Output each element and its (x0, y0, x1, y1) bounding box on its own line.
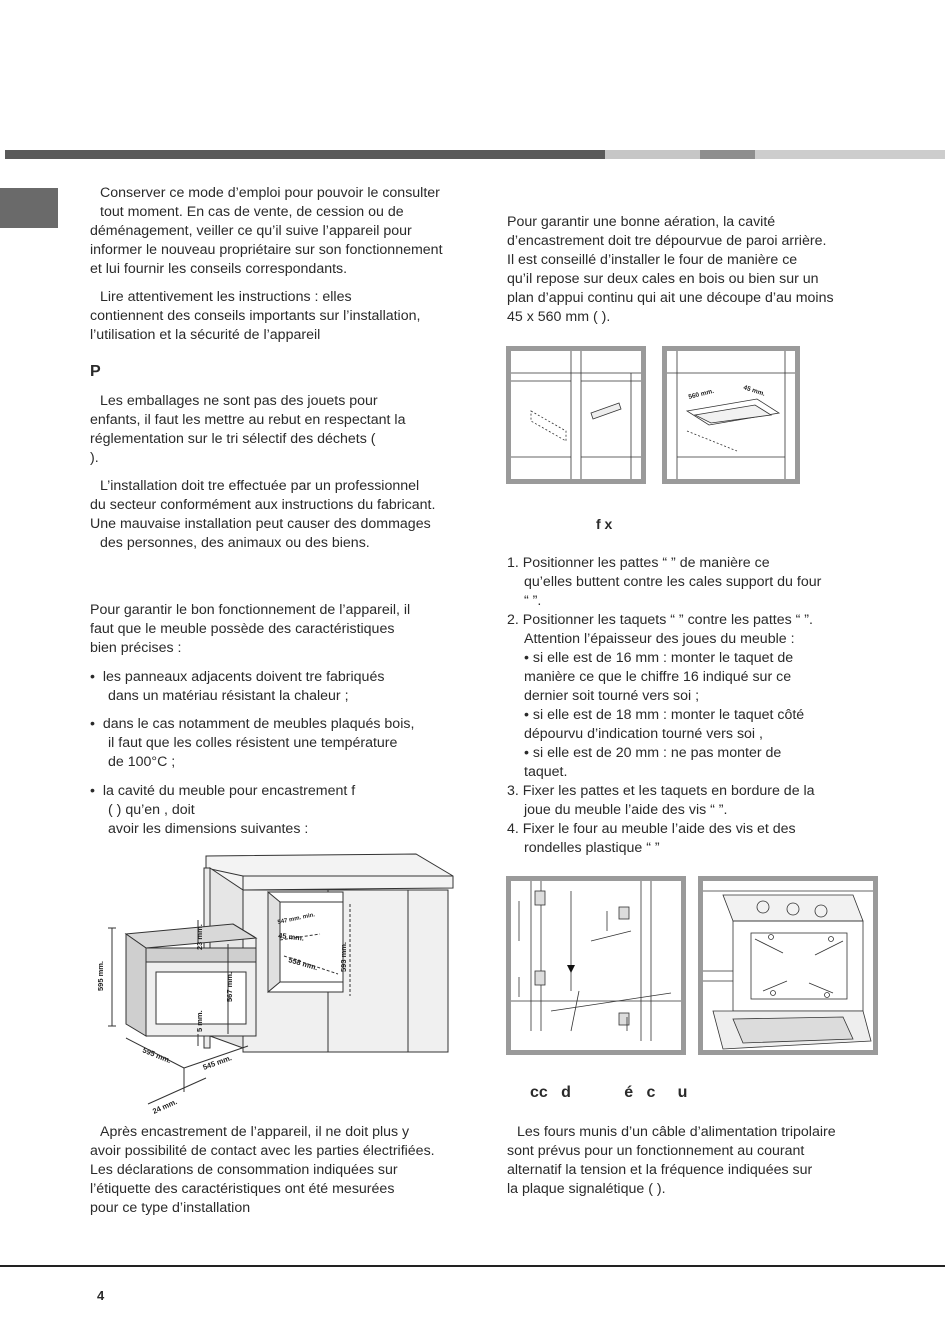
bullet-1: • les panneaux adjacents doivent tre fabriqués dans un matériau résistant la chaleur ; (90, 669, 385, 704)
top-bar-light-2 (755, 150, 945, 159)
top-bar-light-1 (605, 150, 700, 159)
dim-567: 567 mm. (225, 971, 234, 1002)
cavity-dimensions-diagram (88, 846, 458, 1121)
dim-595-width: 595 mm. (141, 1045, 173, 1066)
heading-p: P (90, 363, 101, 380)
dim-558: 558 mm. (287, 955, 319, 973)
dim-23: 23 mm. (195, 924, 204, 950)
furniture-intro: Pour garantir le bon fonctionnement de l’appareil, il faut que le meuble possède des caractéristiques bien précises : (90, 602, 411, 656)
figure-oven-fixing-drawing (703, 881, 873, 1050)
dim-45: 45 mm. (277, 931, 305, 943)
dim-24: 24 mm. (151, 1097, 179, 1116)
figure-oven-fixing (698, 876, 878, 1055)
electrical-paragraph: Les fours munis d’un câble d’alimentation tripolaire sont prévus pour un fonctionnement au courant alternatif la tension et la fréquence indiquées sur la plaque signalétique ( ). (507, 1124, 836, 1197)
figure-support-cutout (662, 346, 800, 484)
intro-paragraph-1: Conserver ce mode d’emploi pour pouvoir le consulter tout moment. En cas de vente, de cession ou de déménagement, veiller ce qu’il suive l’appareil pour informer le nouveau propriétaire sur son fonctionnement et lui fournir les conseils correspondants. (90, 185, 443, 277)
footer-rule (0, 1265, 945, 1267)
packaging-paragraph: Les emballages ne sont pas des jouets pour enfants, il faut les mettre au rebut en respectant la réglementation sur le tri sélectif des déchets ( ). (90, 393, 406, 466)
figure-brackets (506, 876, 686, 1055)
installation-steps: 1. Positionner les pattes “ ” de manière ce qu’elles buttent contre les cales support du four “ ”. 2. Positionner les taquets “ ” contre les pattes “ ”. Attention l’épaisseur des joues du meuble : • si elle est de 16 mm : monter le taquet de manière ce que le chiffre 16 indiqué sur ce dernier soit tourné vers soi ; • si elle est de 18 mm : monter le taquet côté dépourvu d’indication tourné vers soi , • si elle est de 20 mm : ne pas monter de taquet. 3. Fixer les pattes et les taquets en bordure de la joue du meuble l’aide des vis “ ”. 4. Fixer le four au meuble l’aide des vis et des rondelles plastique “ ” (507, 555, 822, 856)
figure-support-cutout-drawing (667, 351, 795, 479)
dim-545: 545 mm. (201, 1053, 233, 1072)
top-bar-mid (700, 150, 755, 159)
heading-fixation: f x (596, 516, 613, 532)
dim-547: 547 mm. min. (277, 912, 316, 926)
figure-brackets-drawing (511, 881, 681, 1050)
ventilation-paragraph: Pour garantir une bonne aération, la cavité d’encastrement doit tre dépourvue de paroi arrière. Il est conseillé d’installer le four de manière ce qu’il repose sur deux cales en bois ou bien sur un plan d’appui continu qui ait une découpe d’au moins 45 x 560 mm ( ). (507, 214, 834, 325)
intro-paragraph-2: Lire attentivement les instructions : elles contiennent des conseils importants sur l’installation, l’utilisation et la sécurité de l’appareil (90, 289, 421, 343)
bullet-3: • la cavité du meuble pour encastrement f ( ) qu’en , doit avoir les dimensions suivantes : (90, 783, 356, 837)
dim-5: 5 mm. (195, 1010, 204, 1032)
dim-595-height: 595 mm. (96, 960, 105, 991)
figure-wood-supports (506, 346, 646, 484)
section-tab (0, 188, 58, 228)
heading-electrical: cc d é c u (530, 1084, 688, 1101)
dim-593: 593 mm. (339, 941, 348, 972)
label-560: 560 mm. (687, 387, 715, 401)
figure-wood-supports-drawing (511, 351, 641, 479)
label-45: 45 mm. (742, 384, 766, 398)
page-number: 4 (97, 1288, 105, 1303)
arrow-down-icon (567, 965, 575, 973)
installation-paragraph: L’installation doit tre effectuée par un professionnel du secteur conformément aux instructions du fabricant. Une mauvaise installation peut causer des dommages des personnes, des animaux ou des biens. (90, 478, 436, 551)
bullet-2: • dans le cas notamment de meubles plaqués bois, il faut que les colles résistent une température de 100°C ; (90, 716, 415, 770)
top-bar-dark (5, 150, 605, 159)
after-installation-paragraph: Après encastrement de l’appareil, il ne doit plus y avoir possibilité de contact avec les parties électrifiées. Les déclarations de consommation indiquées sur l’étiquette des caractéristiques ont été mesurées pour ce type d’installation (90, 1124, 435, 1216)
